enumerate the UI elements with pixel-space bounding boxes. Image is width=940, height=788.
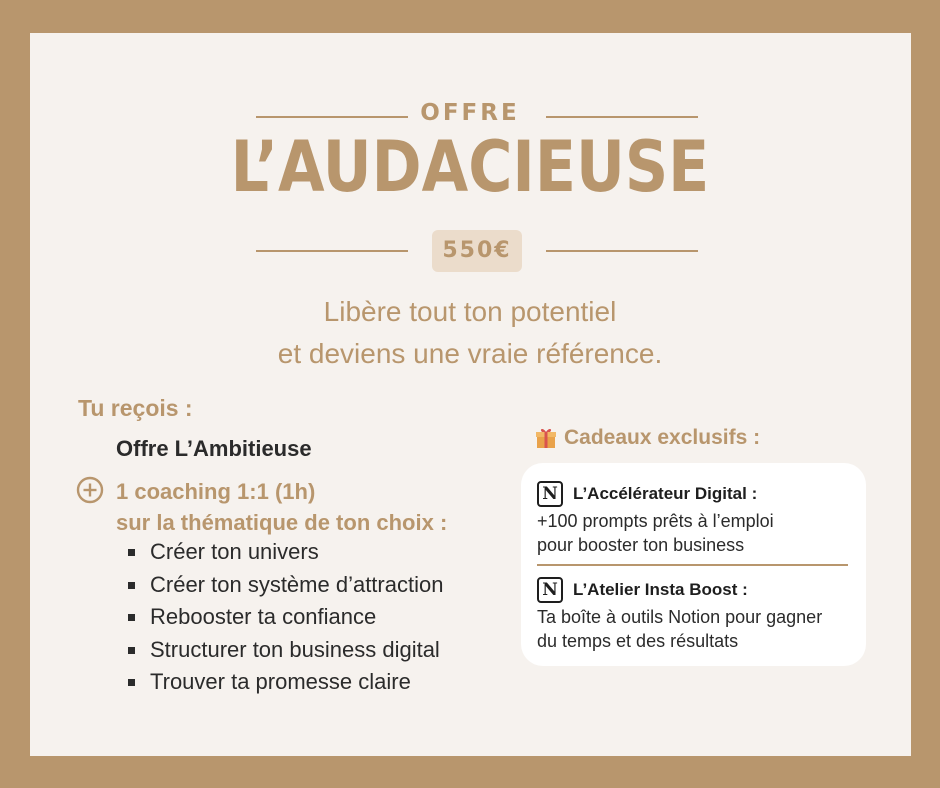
bullet-square-icon — [128, 647, 135, 654]
gift-icon — [534, 426, 558, 450]
bullet-square-icon — [128, 582, 135, 589]
coaching-line-1: 1 coaching 1:1 (1h) — [116, 479, 316, 504]
topic-label: Rebooster ta confiance — [150, 604, 377, 629]
bottom-right-rule — [546, 250, 698, 252]
bottom-left-rule — [256, 250, 408, 252]
gift-1-desc-line-1: +100 prompts prêts à l’emploi — [537, 511, 774, 531]
gift-2-title-label: L’Atelier Insta Boost : — [573, 580, 748, 599]
list-item — [128, 634, 443, 667]
gift-2-description — [537, 605, 822, 653]
gift-divider — [537, 564, 848, 566]
offer-title: L’AUDACIEUSE — [230, 126, 710, 208]
topic-label: Structurer ton business digital — [150, 636, 440, 662]
list-item — [128, 569, 443, 602]
notion-icon: N — [537, 577, 563, 603]
gift-2-title — [537, 577, 748, 603]
list-item — [128, 601, 443, 634]
bullet-square-icon — [128, 679, 135, 686]
topic-label: Créer ton système d’attraction — [150, 571, 444, 597]
offer-label: OFFRE — [420, 100, 520, 126]
price-badge: 550€ — [432, 230, 522, 272]
list-item — [128, 666, 443, 699]
gift-2-desc-line-1: Ta boîte à outils Notion pour gagner — [537, 607, 823, 627]
coaching-description — [116, 476, 447, 538]
gift-2-desc-line-2: du temps et des résultats — [537, 631, 739, 651]
topics-list — [128, 536, 443, 699]
gifts-heading — [534, 426, 760, 450]
tagline-line-2: et deviens une vraie référence. — [277, 338, 663, 369]
gift-1-description — [537, 509, 774, 557]
topic-label: Trouver ta promesse claire — [150, 669, 411, 694]
tagline-line-1: Libère tout ton potentiel — [323, 296, 617, 327]
gift-1-desc-line-2: pour booster ton business — [537, 535, 745, 555]
topic-label: Créer ton univers — [150, 539, 319, 564]
gift-1-title-label: L’Accélérateur Digital : — [573, 484, 758, 503]
list-item — [128, 536, 443, 569]
notion-icon: N — [537, 481, 563, 507]
includes-heading: Tu reçois : — [78, 395, 193, 421]
gift-1-title — [537, 481, 757, 507]
bullet-square-icon — [128, 614, 135, 621]
bullet-square-icon — [128, 549, 135, 556]
gifts-heading-label: Cadeaux exclusifs : — [564, 426, 761, 449]
coaching-line-2: sur la thématique de ton choix : — [116, 510, 448, 535]
base-offer: Offre L’Ambitieuse — [116, 436, 312, 461]
plus-circle-icon — [76, 476, 104, 504]
